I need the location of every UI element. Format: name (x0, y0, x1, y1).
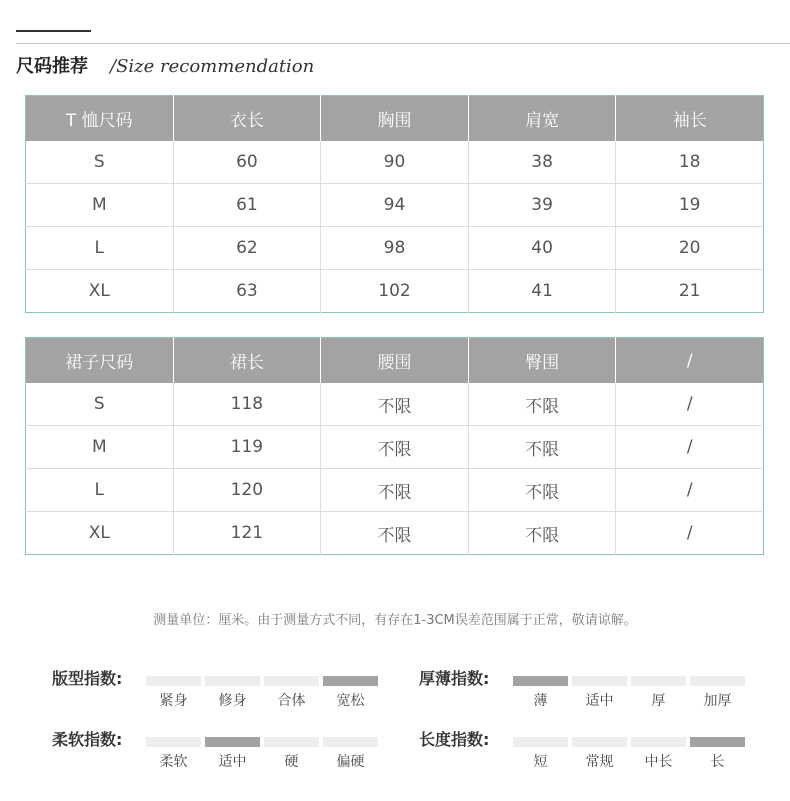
table-cell: 不限 (321, 383, 469, 426)
table-cell: 18 (616, 141, 764, 184)
fit-index-segment (264, 676, 319, 686)
fit-index-segment (205, 676, 260, 686)
fit-index-segment (323, 676, 378, 686)
table-cell: 39 (468, 184, 616, 227)
table-cell: S (93, 394, 105, 414)
header-cell: 肩宽 (468, 96, 616, 142)
table-cell: 不限 (468, 469, 616, 512)
table-cell: 41 (468, 270, 616, 313)
table-row (26, 227, 764, 270)
table-cell: S (93, 152, 105, 172)
fit-option: 紧身 (159, 693, 188, 709)
length-index-segment (513, 737, 568, 747)
table-cell: 不限 (468, 383, 616, 426)
length-option: 长 (710, 754, 725, 770)
length-index-segment (690, 737, 745, 747)
header-cell: 衣长 (173, 96, 321, 142)
table-cell: 19 (616, 184, 764, 227)
length-index (419, 727, 759, 777)
tshirt-size-table (25, 95, 764, 313)
length-index-label: 长度指数: (419, 730, 490, 749)
softness-index-segment (146, 737, 201, 747)
table-row (26, 141, 764, 184)
table-cell: 60 (173, 141, 321, 184)
table-row (26, 469, 764, 512)
table-row (26, 512, 764, 555)
thickness-index-segment (690, 676, 745, 686)
table-cell: 20 (616, 227, 764, 270)
table-cell: 不限 (468, 512, 616, 555)
table-cell: 不限 (321, 426, 469, 469)
table-cell: 62 (173, 227, 321, 270)
thickness-option: 加厚 (703, 693, 732, 709)
table-cell: 40 (468, 227, 616, 270)
length-option: 常规 (585, 754, 614, 770)
section-title-cn: 尺码推荐 (16, 56, 88, 77)
header-cell: 臀围 (468, 338, 616, 384)
softness-index-segment (205, 737, 260, 747)
table-cell: / (616, 512, 764, 555)
header-cell: 裙长 (173, 338, 321, 384)
table-cell: XL (26, 270, 174, 313)
table-header-row (26, 338, 764, 384)
measurement-note: 测量单位：厘米。由于测量方式不同，有存在1-3CM误差范围属于正常，敬请谅解。 (153, 613, 637, 628)
table-row (26, 184, 764, 227)
fit-option: 合体 (277, 693, 306, 709)
table-cell: 98 (321, 227, 469, 270)
table-cell: / (616, 383, 764, 426)
header-cell: 腰围 (321, 338, 469, 384)
table-cell: / (616, 426, 764, 469)
thickness-index-segment (513, 676, 568, 686)
thickness-option: 适中 (585, 693, 614, 709)
table-cell: 38 (468, 141, 616, 184)
header-cell: T 恤尺码 (26, 96, 174, 142)
softness-index (52, 727, 392, 777)
table-cell: 94 (321, 184, 469, 227)
softness-index-segment (323, 737, 378, 747)
thickness-index-label: 厚薄指数: (419, 669, 490, 688)
table-cell: L (26, 469, 174, 512)
section-header (16, 52, 314, 78)
table-cell: / (616, 469, 764, 512)
fit-option: 修身 (218, 693, 247, 709)
softness-option: 柔软 (159, 754, 188, 770)
table-cell: 118 (173, 383, 321, 426)
fit-index-label: 版型指数: (52, 669, 123, 688)
fit-index-segment (146, 676, 201, 686)
thickness-index (419, 666, 759, 716)
table-row (26, 383, 764, 426)
header-cell: 袖长 (616, 96, 764, 142)
skirt-size-table (25, 337, 764, 555)
table-cell: 21 (616, 270, 764, 313)
length-option: 中长 (644, 754, 673, 770)
thickness-option: 厚 (651, 693, 666, 709)
table-header-row (26, 96, 764, 142)
thickness-option: 薄 (533, 693, 548, 709)
length-option: 短 (533, 754, 548, 770)
table-cell: 不限 (321, 512, 469, 555)
length-index-segment (631, 737, 686, 747)
table-cell: 61 (173, 184, 321, 227)
table-cell: XL (26, 512, 174, 555)
table-cell: 102 (321, 270, 469, 313)
table-row (26, 426, 764, 469)
table-cell: 120 (173, 469, 321, 512)
header-cell: 裙子尺码 (26, 338, 174, 384)
table-cell: 119 (173, 426, 321, 469)
table-cell: L (26, 227, 174, 270)
table-row (26, 270, 764, 313)
softness-option: 硬 (284, 754, 299, 770)
header-cell: / (616, 338, 764, 384)
thickness-index-segment (572, 676, 627, 686)
table-cell: 90 (321, 141, 469, 184)
length-index-segment (572, 737, 627, 747)
table-cell: 121 (173, 512, 321, 555)
table-cell: M (26, 184, 174, 227)
softness-option: 适中 (218, 754, 247, 770)
softness-index-segment (264, 737, 319, 747)
table-cell: 不限 (321, 469, 469, 512)
thickness-index-segment (631, 676, 686, 686)
fit-option: 宽松 (336, 693, 365, 709)
section-title-en: /Size recommendation (110, 56, 315, 77)
fit-index (52, 666, 392, 716)
header-cell: 胸围 (321, 96, 469, 142)
table-cell: 不限 (468, 426, 616, 469)
table-cell: 63 (173, 270, 321, 313)
softness-index-label: 柔软指数: (52, 730, 123, 749)
softness-option: 偏硬 (336, 754, 365, 770)
title-accent-line (16, 30, 91, 32)
table-cell: M (26, 426, 174, 469)
title-divider (16, 43, 790, 44)
